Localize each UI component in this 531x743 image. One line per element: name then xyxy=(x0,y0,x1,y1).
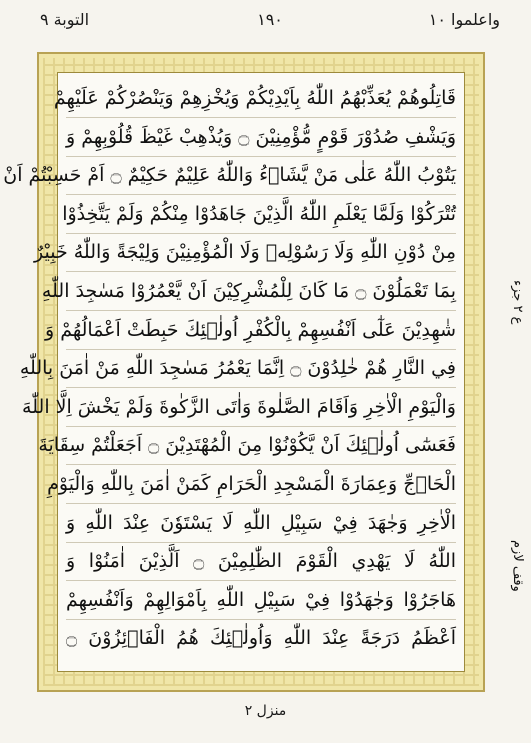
waqf-marker: وقف لازم xyxy=(510,540,525,592)
verse-line: فَعَسٰٓى اُولٰۤئِكَ اَنْ يَّكُوْنُوْا مِنَ الْمُهْتَدِيْنَ ۝ اَجَعَلْتُمْ سِقَايَةَ xyxy=(38,434,456,457)
decorative-border xyxy=(3,52,485,692)
line-divider xyxy=(66,194,456,195)
page-number: ١٩٠ xyxy=(257,10,283,29)
header-juz-name: واعلموا ١٠ xyxy=(428,10,500,29)
line-divider xyxy=(66,233,456,234)
line-divider xyxy=(66,387,456,388)
verse-line: الْحَاۤجِّ وَعِمَارَةَ الْمَسْجِدِ الْحَرَامِ كَمَنْ اٰمَنَ بِاللّٰهِ وَالْيَوْمِ xyxy=(47,473,456,495)
manzil-label: منزل ٢ xyxy=(244,703,287,719)
line-divider xyxy=(66,271,456,272)
page-footer xyxy=(0,700,531,724)
line-divider xyxy=(66,542,456,543)
verse-line: اللّٰهُ لَا يَهْدِي الْقَوْمَ الظّٰلِمِيْنَ ۝ اَلَّذِيْنَ اٰمَنُوْا وَ xyxy=(66,550,456,573)
verse-line: اَعْظَمُ دَرَجَةً عِنْدَ اللّٰهِ وَاُولٰۤئِكَ هُمُ الْفَاۤئِزُوْنَ ۝ xyxy=(66,627,456,650)
verse-lines xyxy=(3,77,456,667)
line-divider xyxy=(66,619,456,620)
verse-line: وَيَشْفِ صُدُوْرَ قَوْمٍ مُّؤْمِنِيْنَ ۝ وَيُذْهِبْ غَيْظَ قُلُوْبِهِمْ وَ xyxy=(66,125,456,148)
text-panel xyxy=(3,72,465,672)
verse-line: تُتْرَكُوْا وَلَمَّا يَعْلَمِ اللّٰهُ الَّذِيْنَ جَاهَدُوْا مِنْكُمْ وَلَمْ يَتَّخِذُوْا xyxy=(62,202,456,225)
verse-line: وَالْيَوْمِ الْاٰخِرِ وَاَقَامَ الصَّلٰوةَ وَاٰتَى الزَّكٰوةَ وَلَمْ يَخْشَ اِلَّا اللّٰهَ xyxy=(22,395,456,418)
line-divider xyxy=(66,503,456,504)
line-divider xyxy=(66,310,456,311)
line-divider xyxy=(66,426,456,427)
line-divider xyxy=(66,580,456,581)
verse-line: مِنْ دُوْنِ اللّٰهِ وَلَا رَسُوْلِهٖ وَلَا الْمُؤْمِنِيْنَ وَلِيْجَةً وَاللّٰهُ خَبِيْرٌ xyxy=(34,241,456,264)
verse-line: فِي النَّارِ هُمْ خٰلِدُوْنَ ۝ اِنَّمَا يَعْمُرُ مَسٰجِدَ اللّٰهِ مَنْ اٰمَنَ بِاللّٰهِ xyxy=(19,357,456,380)
page-header xyxy=(40,6,500,36)
line-divider xyxy=(66,156,456,157)
verse-line: الْاٰخِرِ وَجٰهَدَ فِيْ سَبِيْلِ اللّٰهِ لَا يَسْتَوٗنَ عِنْدَ اللّٰهِ وَ xyxy=(66,511,456,534)
line-divider xyxy=(66,349,456,350)
verse-line: قَاتِلُوهُمْ يُعَذِّبْهُمُ اللّٰهُ بِاَيْدِيْكُمْ وَيُخْزِهِمْ وَيَنْصُرْكُمْ عَلَيْهِمْ xyxy=(53,87,456,109)
verse-line: شٰهِدِيْنَ عَلٰٓى اَنْفُسِهِمْ بِالْكُفْرِ اُولٰۤئِكَ حَبِطَتْ اَعْمَالُهُمْ وَ xyxy=(45,318,456,341)
line-divider xyxy=(66,117,456,118)
line-divider xyxy=(66,464,456,465)
ruku-marker: ع ٢ جزء xyxy=(510,280,525,325)
verse-line: بِمَا تَعْمَلُوْنَ ۝ مَا كَانَ لِلْمُشْرِكِيْنَ اَنْ يَّعْمُرُوْا مَسٰجِدَ اللّٰهِ xyxy=(41,280,456,302)
verse-line: يَتُوْبُ اللّٰهُ عَلٰى مَنْ يَّشَاۤءُ وَاللّٰهُ عَلِيْمٌ حَكِيْمٌ ۝ اَمْ حَسِبْتُمْ اَنْ xyxy=(3,164,456,187)
verse-line: هَاجَرُوْا وَجٰهَدُوْا فِيْ سَبِيْلِ اللّٰهِ بِاَمْوَالِهِمْ وَاَنْفُسِهِمْ xyxy=(66,588,456,611)
header-surah-name: التوبة ٩ xyxy=(40,10,90,29)
